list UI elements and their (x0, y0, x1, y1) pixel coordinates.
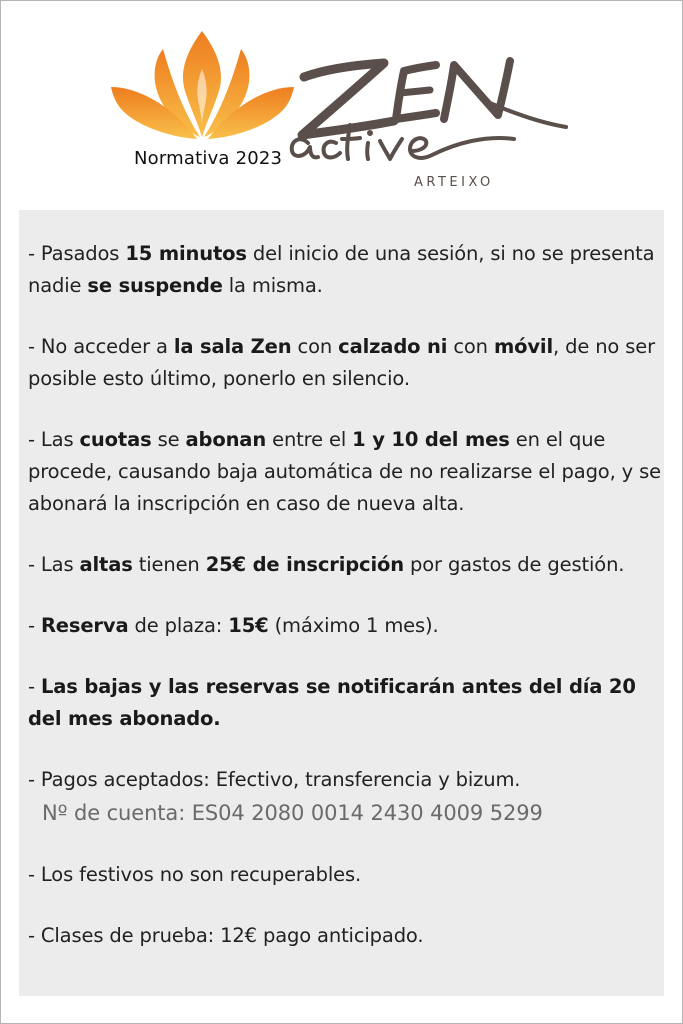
rule-text-bold: 25€ de inscripción (205, 553, 404, 576)
rule-text: con (291, 335, 339, 358)
rule-text: en el que procede, causando baja automática de no realizarse el pago, y se abonará la inscripción en caso de nueva alta. (28, 428, 661, 515)
rule-text: , de no ser posible esto último, ponerlo en silencio. (28, 335, 655, 390)
header (1, 1, 682, 206)
rule-item (28, 610, 662, 642)
rule-text-bold: 15€ (228, 614, 269, 637)
rule-text: - Pagos aceptados: Efectivo, transferencia y bizum. (28, 768, 521, 791)
rule-text-bold: la sala Zen (173, 335, 292, 358)
rule-text: del inicio de una sesión, si no se presenta nadie (28, 242, 655, 297)
account-number: Nº de cuenta: ES04 2080 0014 2430 4009 5299 (42, 801, 543, 825)
rule-text: - Las (28, 428, 80, 451)
rule-text: - Las (28, 553, 80, 576)
rule-text-bold: calzado ni (338, 335, 448, 358)
rule-text-bold: altas (79, 553, 133, 576)
rule-item (28, 549, 662, 581)
rules-list (28, 238, 662, 981)
rule-text: - (28, 675, 41, 698)
rule-text-bold: se suspende (87, 274, 223, 297)
rule-text: - Clases de prueba: 12€ pago anticipado. (28, 924, 424, 947)
rule-text: - Pasados (28, 242, 126, 265)
rule-text: tienen (132, 553, 206, 576)
zen-active-logo (286, 39, 576, 179)
rule-item (28, 764, 662, 830)
rule-item (28, 920, 662, 952)
rule-text: (máximo 1 mes). (268, 614, 439, 637)
rule-item (28, 424, 662, 520)
rule-text-bold: Las bajas y las reservas se notificarán antes del día 20 del mes abonado. (28, 675, 636, 730)
rule-text: la misma. (222, 274, 323, 297)
rule-text-bold: Reserva (40, 614, 129, 637)
rule-item (28, 671, 662, 735)
rule-text-bold: cuotas (79, 428, 152, 451)
rule-item (28, 859, 662, 891)
rule-text: - No acceder a (28, 335, 174, 358)
rule-text: entre el (266, 428, 353, 451)
rule-text: - Los festivos no son recuperables. (28, 863, 362, 886)
rule-text-bold: 15 minutos (125, 242, 247, 265)
normativa-label: Normativa 2023 (134, 148, 283, 169)
lotus-flame-icon (105, 29, 300, 144)
rule-text: por gastos de gestión. (403, 553, 625, 576)
rule-text-bold: abonan (185, 428, 267, 451)
rule-item (28, 238, 662, 302)
rule-text: se (151, 428, 186, 451)
rule-text-bold: 1 y 10 del mes (352, 428, 510, 451)
rules-panel (19, 210, 664, 996)
rule-item (28, 331, 662, 395)
location-label: ARTEIXO (414, 175, 494, 190)
rule-text-bold: móvil (493, 335, 553, 358)
rule-text: con (447, 335, 494, 358)
rule-text: de plaza: (128, 614, 229, 637)
rule-text: - (28, 614, 41, 637)
